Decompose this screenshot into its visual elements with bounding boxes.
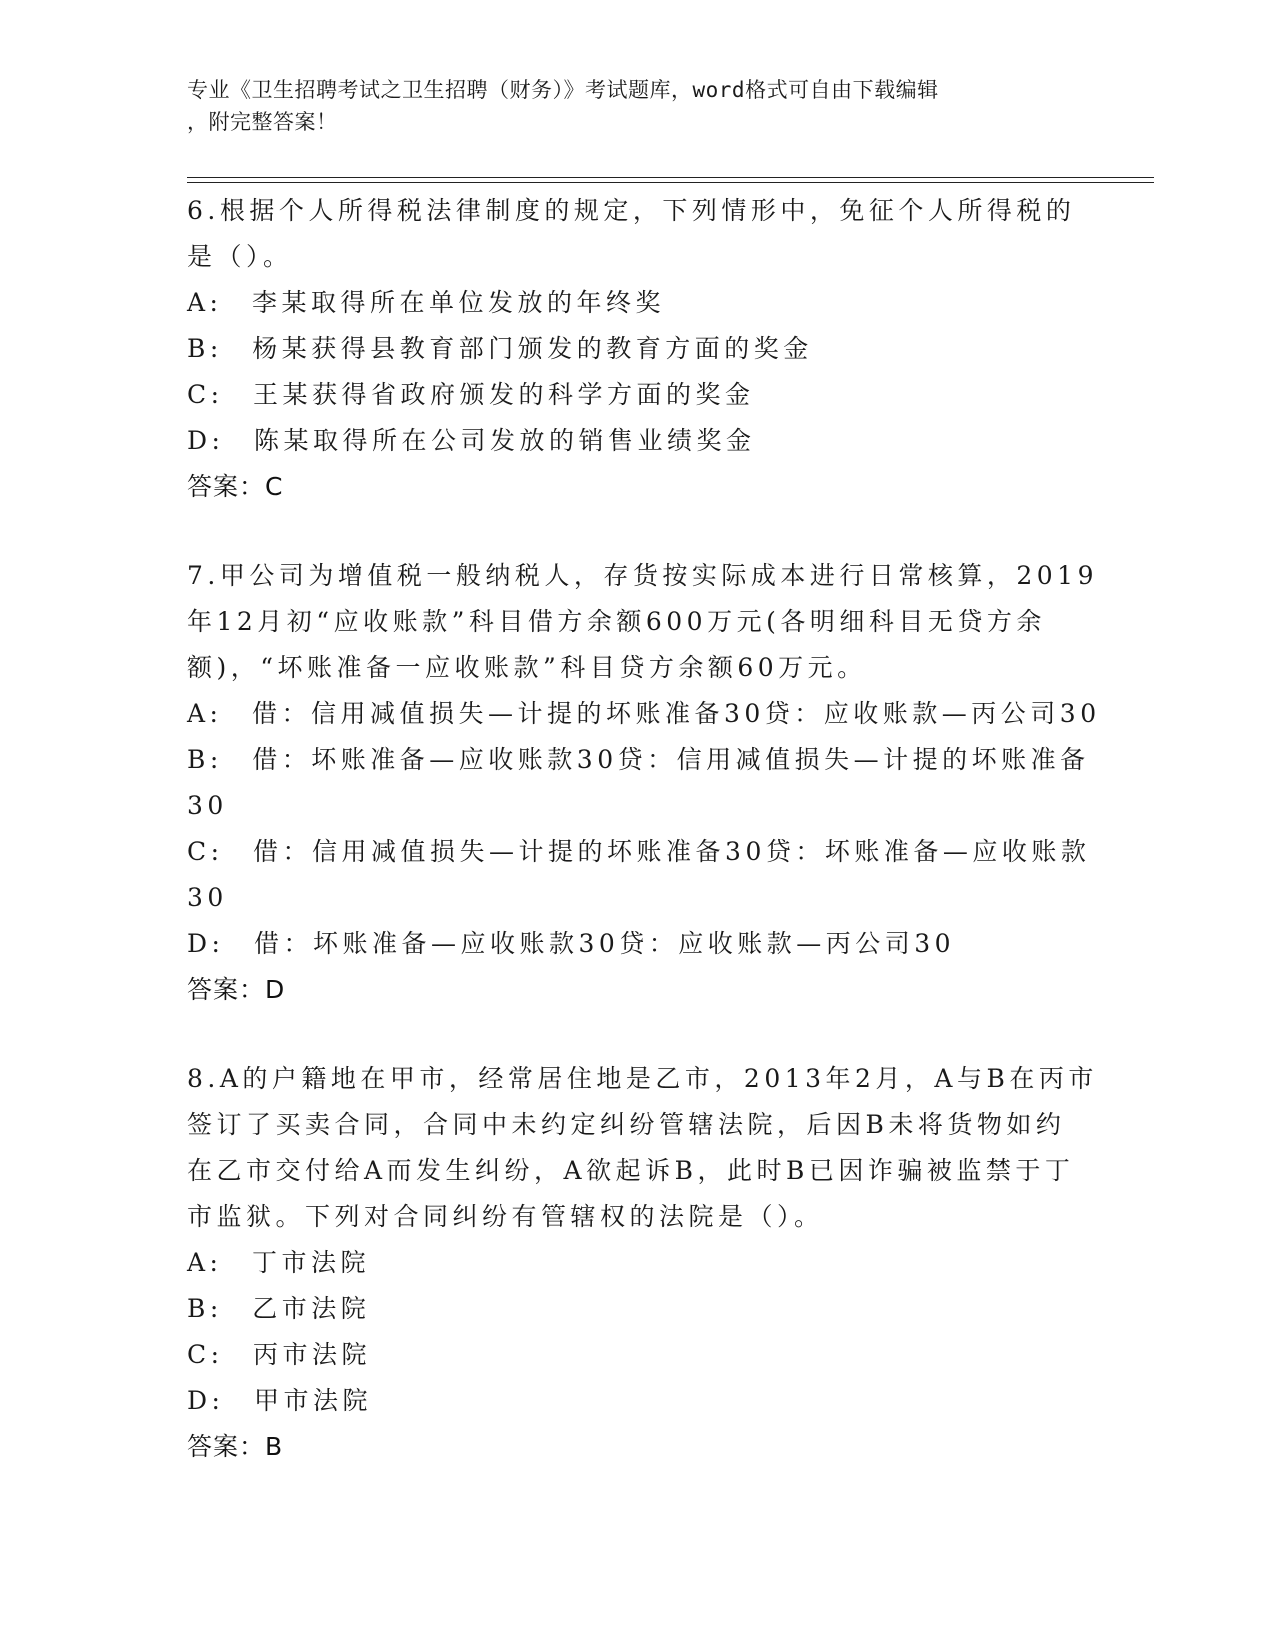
header-line: ，附完整答案！ <box>187 110 338 134</box>
question-stem-line: 7.甲公司为增值税一般纳税人，存货按实际成本进行日常核算，2019 <box>187 561 1098 590</box>
option-c: C: 借：信用减值损失—计提的坏账准备30贷：坏账准备—应收账款 <box>187 837 1091 866</box>
option-c-continued: 30 <box>187 883 228 912</box>
question-stem-line: 是（）。 <box>187 242 293 271</box>
option-a: A: 丁市法院 <box>187 1248 370 1277</box>
question-stem-line: 额)，“坏账准备一应收账款”科目贷方余额60万元。 <box>187 653 867 682</box>
answer-label: 答案：D <box>187 975 286 1004</box>
header-divider-bottom <box>187 182 1154 183</box>
option-c: C: 王某获得省政府颁发的科学方面的奖金 <box>187 380 755 409</box>
option-a: A: 李某取得所在单位发放的年终奖 <box>187 288 665 317</box>
answer-label: 答案：B <box>187 1432 284 1461</box>
question-stem-line: 6.根据个人所得税法律制度的规定，下列情形中，免征个人所得税的 <box>187 196 1076 225</box>
document-header <box>187 74 1067 138</box>
header-line: 专业《卫生招聘考试之卫生招聘（财务）》考试题库，word格式可自由下载编辑 <box>187 78 939 102</box>
answer-label: 答案：C <box>187 472 284 501</box>
question-7 <box>187 553 1101 1013</box>
question-stem-line: 签订了买卖合同，合同中未约定纠纷管辖法院，后因B未将货物如约 <box>187 1110 1066 1139</box>
option-c: C: 丙市法院 <box>187 1340 372 1369</box>
question-6 <box>187 188 1087 510</box>
option-d: D: 甲市法院 <box>187 1386 372 1415</box>
question-stem-line: 市监狱。下列对合同纠纷有管辖权的法院是（）。 <box>187 1202 824 1231</box>
question-8 <box>187 1056 1098 1470</box>
option-d: D: 借：坏账准备—应收账款30贷：应收账款—丙公司30 <box>187 929 956 958</box>
option-a: A: 借：信用减值损失—计提的坏账准备30贷：应收账款—丙公司30 <box>187 699 1101 728</box>
question-stem-line: 8.A的户籍地在甲市，经常居住地是乙市，2013年2月，A与B在丙市 <box>187 1064 1098 1093</box>
option-b-continued: 30 <box>187 791 228 820</box>
question-stem-line: 在乙市交付给A而发生纠纷，A欲起诉B，此时B已因诈骗被监禁于丁 <box>187 1156 1075 1185</box>
option-b: B: 乙市法院 <box>187 1294 371 1323</box>
question-stem-line: 年12月初“应收账款”科目借方余额600万元(各明细科目无贷方余 <box>187 607 1046 636</box>
option-b: B: 借：坏账准备—应收账款30贷：信用减值损失—计提的坏账准备 <box>187 745 1090 774</box>
option-d: D: 陈某取得所在公司发放的销售业绩奖金 <box>187 426 756 455</box>
option-b: B: 杨某获得县教育部门颁发的教育方面的奖金 <box>187 334 813 363</box>
header-divider-top <box>187 177 1154 178</box>
question-list <box>187 188 1101 1470</box>
